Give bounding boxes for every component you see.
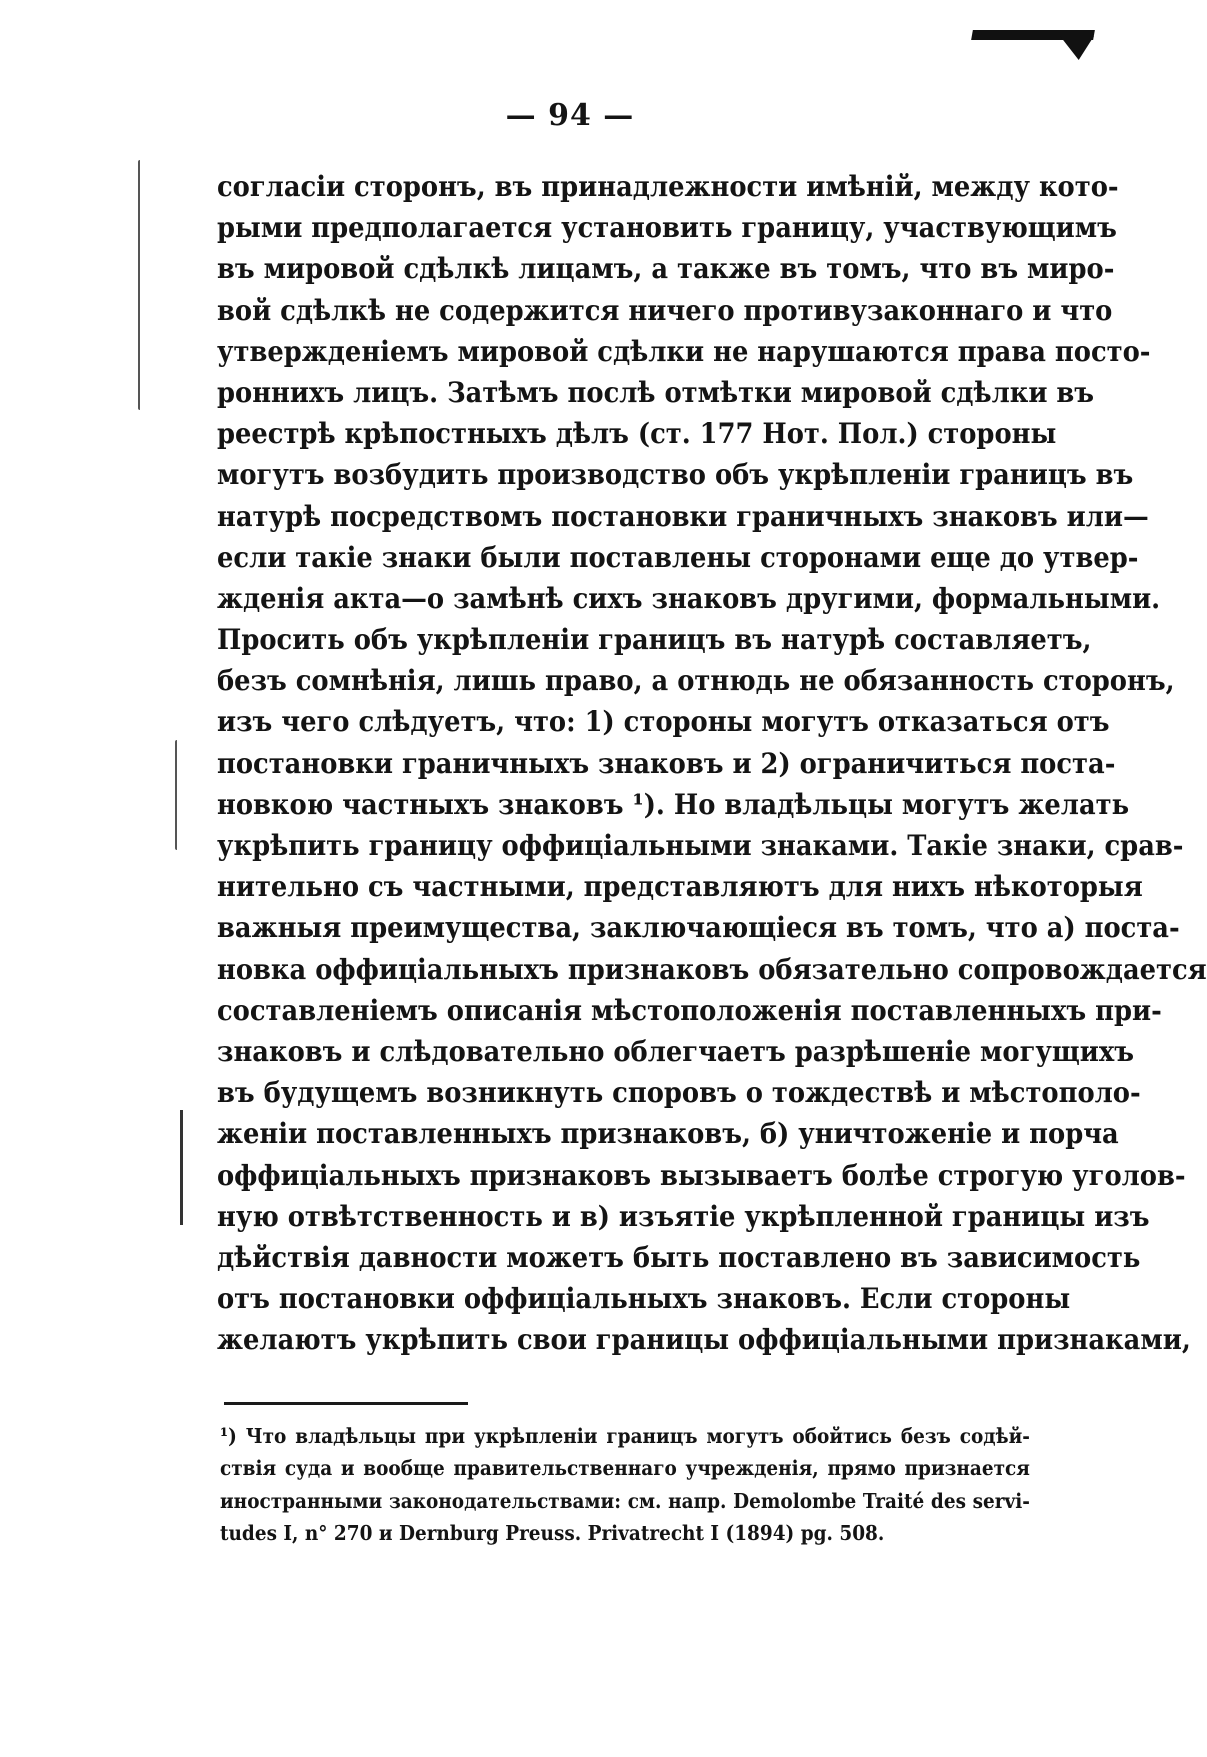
body-line: Просить объ укрѣпленіи границъ въ натурѣ составляетъ,	[217, 623, 1092, 657]
body-line: жденія акта—о замѣнѣ сихъ знаковъ другими, формальными.	[217, 581, 1161, 615]
body-line: въ будущемъ возникнуть споровъ о тождествѣ и мѣстополо-	[217, 1076, 1141, 1110]
footnote-line: tudes I, n° 270 и Dernburg Preuss. Privatrecht I (1894) pg. 508.	[220, 1521, 885, 1546]
footnote-line: ¹) Что владѣльцы при укрѣпленіи границъ могутъ обойтись безъ содѣй-	[220, 1424, 1030, 1448]
body-line: отъ постановки оффиціальныхъ знаковъ. Если стороны	[217, 1282, 1071, 1316]
body-line: важныя преимущества, заключающіеся въ томъ, что а) поста-	[217, 911, 1180, 945]
body-line: роннихъ лицъ. Затѣмъ послѣ отмѣтки мировой сдѣлки въ	[217, 375, 1095, 409]
margin-pencil-mark	[180, 1110, 183, 1225]
body-line: утвержденіемъ мировой сдѣлки не нарушаются права посто-	[217, 334, 1151, 368]
body-line: новкою частныхъ знаковъ ¹). Но владѣльцы могутъ желать	[217, 787, 1130, 821]
body-line: составленіемъ описанія мѣстоположенія поставленныхъ при-	[217, 993, 1162, 1027]
body-line: ную отвѣтственность и в) изъятіе укрѣпленной границы изъ	[217, 1199, 1150, 1233]
body-line: женіи поставленныхъ признаковъ, б) уничтоженіе и порча	[217, 1117, 1119, 1151]
body-line: знаковъ и слѣдовательно облегчаетъ разрѣшеніе могущихъ	[217, 1034, 1134, 1068]
margin-pencil-mark	[175, 740, 177, 850]
body-line: рыми предполагается установить границу, участвующимъ	[217, 211, 1117, 245]
body-line: постановки граничныхъ знаковъ и 2) ограничиться поста-	[217, 746, 1116, 780]
footnote-line: иностранными законодательствами: см. напр. Demolombe Traité des servi-	[220, 1488, 1030, 1513]
footnote	[220, 1420, 1030, 1550]
body-line: вой сдѣлкѣ не содержится ничего противузаконнаго и что	[217, 293, 1113, 327]
body-line: безъ сомнѣнія, лишь право, а отнюдь не обязанность сторонъ,	[217, 664, 1175, 698]
body-line: укрѣпить границу оффиціальными знаками. Такіе знаки, срав-	[217, 829, 1184, 862]
body-line: если такіе знаки были поставлены сторонами еще до утвер-	[217, 540, 1139, 574]
body-line: нительно съ частными, представляютъ для нихъ нѣкоторыя	[217, 870, 1143, 904]
margin-pencil-mark	[138, 160, 140, 410]
body-line: реестрѣ крѣпостныхъ дѣлъ (ст. 177 Нот. Пол.) стороны	[217, 417, 1057, 451]
body-line: оффиціальныхъ признаковъ вызываетъ болѣе строгую уголов-	[217, 1158, 1186, 1192]
body-line: въ мировой сдѣлкѣ лицамъ, а также въ томъ, что въ миро-	[217, 252, 1115, 286]
footnote-divider	[224, 1402, 468, 1405]
footnote-line: ствія суда и вообще правительственнаго учрежденія, прямо признается	[220, 1456, 1030, 1481]
body-line: дѣйствія давности можетъ быть поставлено въ зависимость	[217, 1240, 1141, 1274]
page-number: — 94 —	[505, 98, 635, 133]
body-text	[217, 166, 1207, 1360]
body-line: изъ чего слѣдуетъ, что: 1) стороны могутъ отказаться отъ	[217, 705, 1110, 739]
body-line: новка оффиціальныхъ признаковъ обязательно сопровождается	[217, 952, 1207, 986]
body-line: согласіи сторонъ, въ принадлежности имѣній, между кото-	[217, 170, 1119, 203]
body-line: натурѣ посредствомъ постановки граничныхъ знаковъ или—	[217, 499, 1149, 533]
body-line: желаютъ укрѣпить свои границы оффиціальными признаками,	[217, 1323, 1191, 1357]
body-line: могутъ возбудить производство объ укрѣпленіи границъ въ	[217, 458, 1134, 492]
scan-corner-mark-tip	[1060, 36, 1094, 60]
